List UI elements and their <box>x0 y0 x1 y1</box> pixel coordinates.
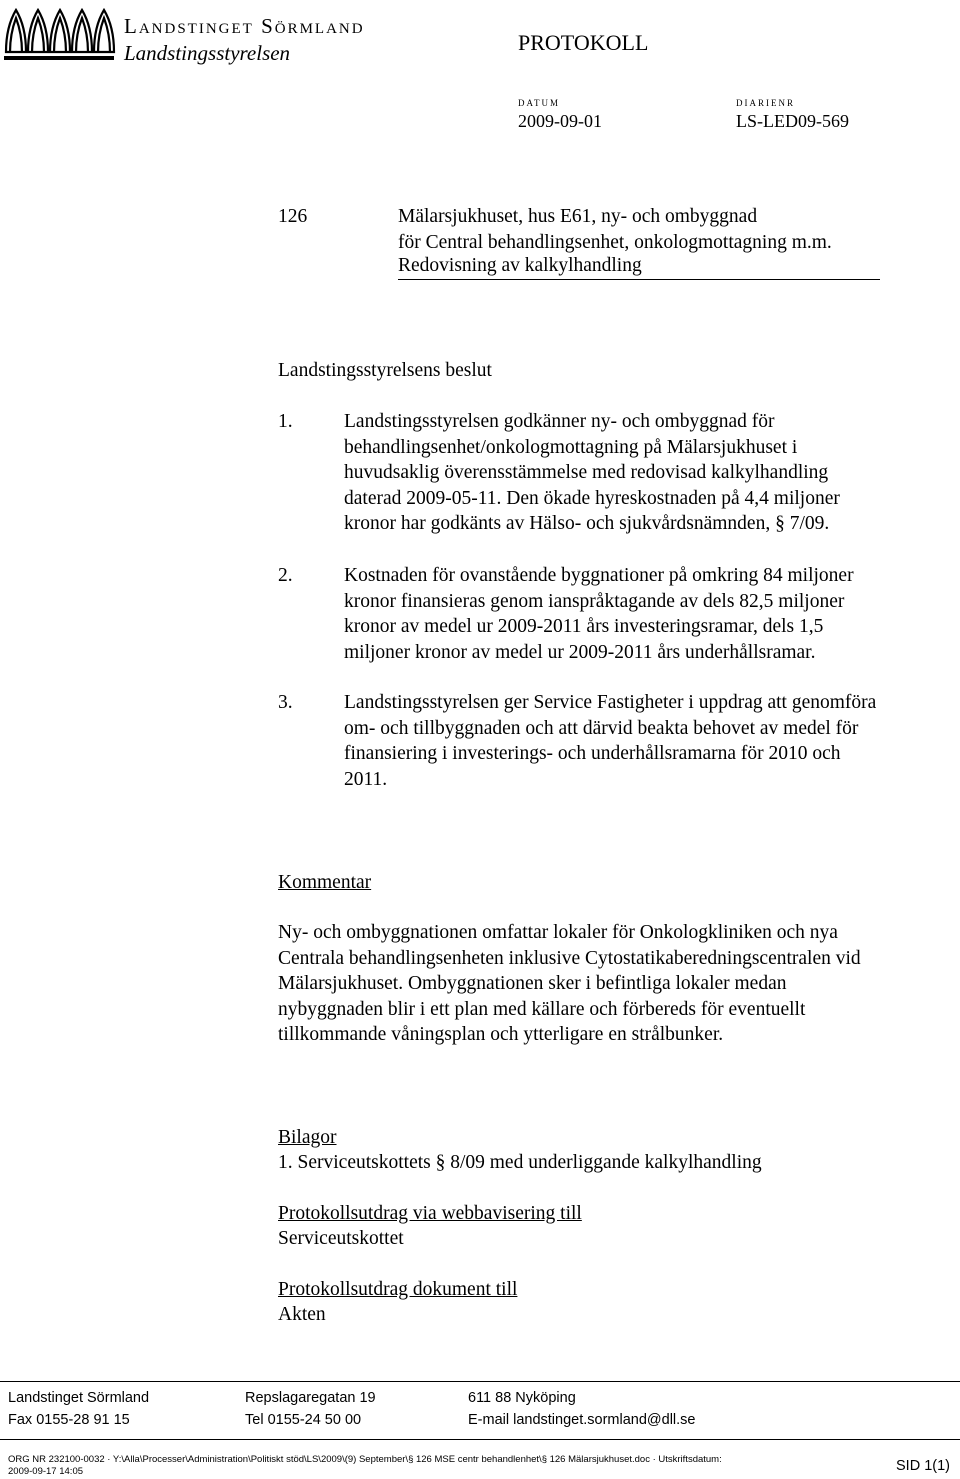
decision-item-text <box>344 409 960 537</box>
text-line: 2011. <box>344 768 388 790</box>
org-name: Landstinget Sörmland <box>124 14 365 38</box>
text-line: kronor av medel ur 2009-2011 års investeringsramar, dels 1,5 <box>344 616 824 637</box>
case-title-line: Mälarsjukhuset, hus E61, ny- och ombyggnad <box>398 206 758 227</box>
text-line: daterad 2009-05-11. Den ökade hyreskostnaden på 4,4 miljoner <box>344 487 840 509</box>
doc-extract-heading: Protokollsutdrag dokument till <box>278 1279 518 1300</box>
doc-extract-recipient: Akten <box>278 1304 326 1325</box>
text-line: Landstingsstyrelsen godkänner ny- och ombyggnad för <box>344 411 775 432</box>
footer-fax: Fax 0155-28 91 15 <box>8 1412 130 1428</box>
footer-org: Landstinget Sörmland <box>8 1390 150 1406</box>
org-subtitle: Landstingsstyrelsen <box>124 41 291 65</box>
text-line: Kostnaden för ovanstående byggnationer på omkring 84 miljoner <box>344 565 854 586</box>
decision-item-number: 2. <box>278 565 293 586</box>
footer-divider <box>0 1381 960 1382</box>
decision-item <box>278 690 958 794</box>
footer-file-info: ORG NR 232100-0032 · Y:\Alla\Processer\Administration\Politiskt stöd\LS\2009\(9) September\§ 126 MSE centr behandlenhet\§ 126 Mälarsjukhuset.doc · Utskriftsdatum: <box>8 1454 722 1465</box>
case-number: 126 <box>278 206 308 227</box>
case-title-subject: Redovisning av kalkylhandling <box>398 255 642 276</box>
decision-item <box>278 409 958 539</box>
case-title <box>398 204 938 280</box>
decision-item-text <box>344 690 960 792</box>
case-title-line: för Central behandlingsenhet, onkologmottagning m.m. <box>398 231 832 253</box>
text-line: nybyggnaden blir i ett plan med källare och förbereds för eventuellt <box>278 998 806 1020</box>
text-line: finansiering i investerings- och underhållsramarna för 2010 och <box>344 743 841 764</box>
landstinget-logo-icon <box>2 2 116 64</box>
decision-item-text <box>344 563 960 665</box>
footer-street: Repslagaregatan 19 <box>245 1390 376 1406</box>
attachments-heading: Bilagor <box>278 1127 337 1148</box>
text-line: behandlingsenhet/onkologmottagning på Mälarsjukhuset i <box>344 436 798 458</box>
attachment-item: 1. Serviceutskottets § 8/09 med underliggande kalkylhandling <box>278 1152 762 1173</box>
text-line: huvudsaklig överensstämmelse med redovisad kalkylhandling <box>344 462 829 483</box>
text-line: Mälarsjukhuset. Ombyggnationen sker i befintliga lokaler medan <box>278 973 787 994</box>
footer-divider <box>0 1439 960 1440</box>
footer-email: E-mail landstinget.sormland@dll.se <box>468 1412 696 1428</box>
text-line: Centrala behandlingsenheten inklusive Cytostatikaberedningscentralen vid <box>278 947 861 969</box>
text-line: om- och tillbyggnaden och att därvid beakta behovet av medel för <box>344 717 859 739</box>
text-line: Ny- och ombyggnationen omfattar lokaler för Onkologkliniken och nya <box>278 922 838 943</box>
case-title-line <box>398 255 880 280</box>
diarienr-value: LS-LED09-569 <box>736 111 849 131</box>
comment-text <box>278 920 958 1048</box>
datum-value: 2009-09-01 <box>518 111 602 131</box>
text-line: miljoner kronor av medel ur 2009-2011 års underhållsramar. <box>344 641 816 663</box>
footer-page-number: SID 1(1) <box>896 1458 950 1474</box>
decision-item-number: 1. <box>278 411 293 432</box>
text-line: tillkommande våningsplan och ytterligare en strålbunker. <box>278 1024 724 1045</box>
decision-item-number: 3. <box>278 692 293 713</box>
datum-label: DATUM <box>518 98 561 108</box>
comment-heading: Kommentar <box>278 872 372 893</box>
footer-print-date: 2009-09-17 14:05 <box>8 1466 84 1477</box>
decision-heading: Landstingsstyrelsens beslut <box>278 360 492 381</box>
web-extract-recipient: Serviceutskottet <box>278 1228 404 1249</box>
decision-item <box>278 563 958 667</box>
footer-city: 611 88 Nyköping <box>468 1390 576 1406</box>
footer-tel: Tel 0155-24 50 00 <box>245 1412 362 1428</box>
text-line: kronor har godkänts av Hälso- och sjukvårdsnämnden, § 7/09. <box>344 513 830 534</box>
text-line: Landstingsstyrelsen ger Service Fastigheter i uppdrag att genomföra <box>344 692 877 713</box>
diarienr-label: DIARIENR <box>736 98 795 108</box>
document-type: PROTOKOLL <box>518 30 649 55</box>
web-extract-heading: Protokollsutdrag via webbavisering till <box>278 1203 582 1224</box>
text-line: kronor finansieras genom ianspråktagande av dels 82,5 miljoner <box>344 590 845 612</box>
